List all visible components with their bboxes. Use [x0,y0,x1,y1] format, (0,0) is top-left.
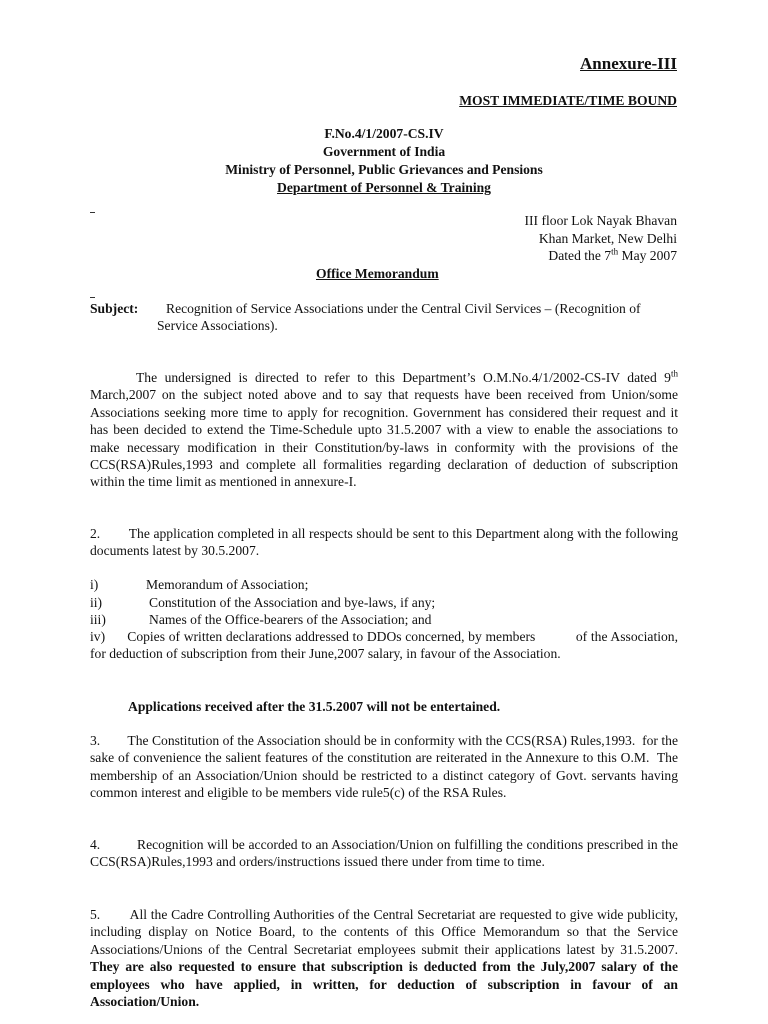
paragraph-5: 5. All the Cadre Controlling Authorities of the Central Secretariat are requested to give wide publicity, including display on Notice Board, to the contents of this Office Memorandum so that the Service Associations/Unions of the Central Secretariat employees submit their applications latest by 31.5.2007. They are also requested to ensure that subscription is deducted from the July,2007 salary of the employees who have applied, in written, for deduction of subscription in favour of an Association/Union. [90,907,682,1010]
memo-title: Office Memorandum [316,266,439,281]
list-item: ii) Constitution of the Association and bye-laws, if any; [90,595,436,610]
margin-mark [90,297,95,298]
margin-mark [90,212,95,213]
ministry-label: Ministry of Personnel, Public Grievances and Pensions [225,162,543,177]
memo-date: Dated the 7th May 2007 [548,246,677,263]
department-label: Department of Personnel & Training [277,180,491,195]
subject-label: Subject: [90,301,139,316]
paragraph-4: 4. Recognition will be accorded to an Association/Union on fulfilling the conditions prescribed in the CCS(RSA)Rules,1993 and orders/instructions issued there under from time to time. [90,837,682,870]
paragraph-1: The undersigned is directed to refer to this Department’s O.M.No.4/1/2002-CS-IV dated 9th March,2007 on the subject noted above and to say that requests have been received from Union/some Associations seeking more time to apply for recognition. Government has considered their request and it has been decided to extend the Time-Schedule upto 31.5.2007 with a view to enable the associations to make necessary modification in their Constitution/by-laws in conformity with the provisions of the CCS(RSA)Rules,1993 and complete all formalities regarding declaration of deduction of subscription within the time limit as mentioned in annexure-I. [90,368,678,490]
list-item: i) Memorandum of Association; [90,577,309,592]
government-label: Government of India [322,144,446,159]
paragraph-3: 3. The Constitution of the Association should be in conformity with the CCS(RSA) Rules,1993. for the sake of convenience the salient features of the constitution are reiterated in the Annexure to this O.M. The membership of an Association/Union should be restricted to a distinct category of Govt. servants having common interest and eligible to be members vide rule5(c) of the RSA Rules. [90,733,682,801]
late-application-notice: Applications received after the 31.5.2007 will not be entertained. [128,699,501,714]
annexure-label: Annexure-III [580,54,677,73]
subject-text: Recognition of Service Associations under the Central Civil Services – (Recognition of Service Associations). [157,301,641,334]
paragraph-2: 2. The application completed in all respects should be sent to this Department along with the following documents latest by 30.5.2007. [90,526,682,559]
address-line-1: III floor Lok Nayak Bhavan [524,213,677,228]
priority-label: MOST IMMEDIATE/TIME BOUND [459,93,677,108]
address-line-2: Khan Market, New Delhi [538,231,677,246]
file-number: F.No.4/1/2007-CS.IV [324,126,444,141]
list-item: iv) Copies of written declarations addressed to DDOs concerned, by members of the Association, for deduction of subscription from their June,2007 salary, in favour of the Association. [90,629,682,662]
list-item: iii) Names of the Office-bearers of the Association; and [90,612,432,627]
